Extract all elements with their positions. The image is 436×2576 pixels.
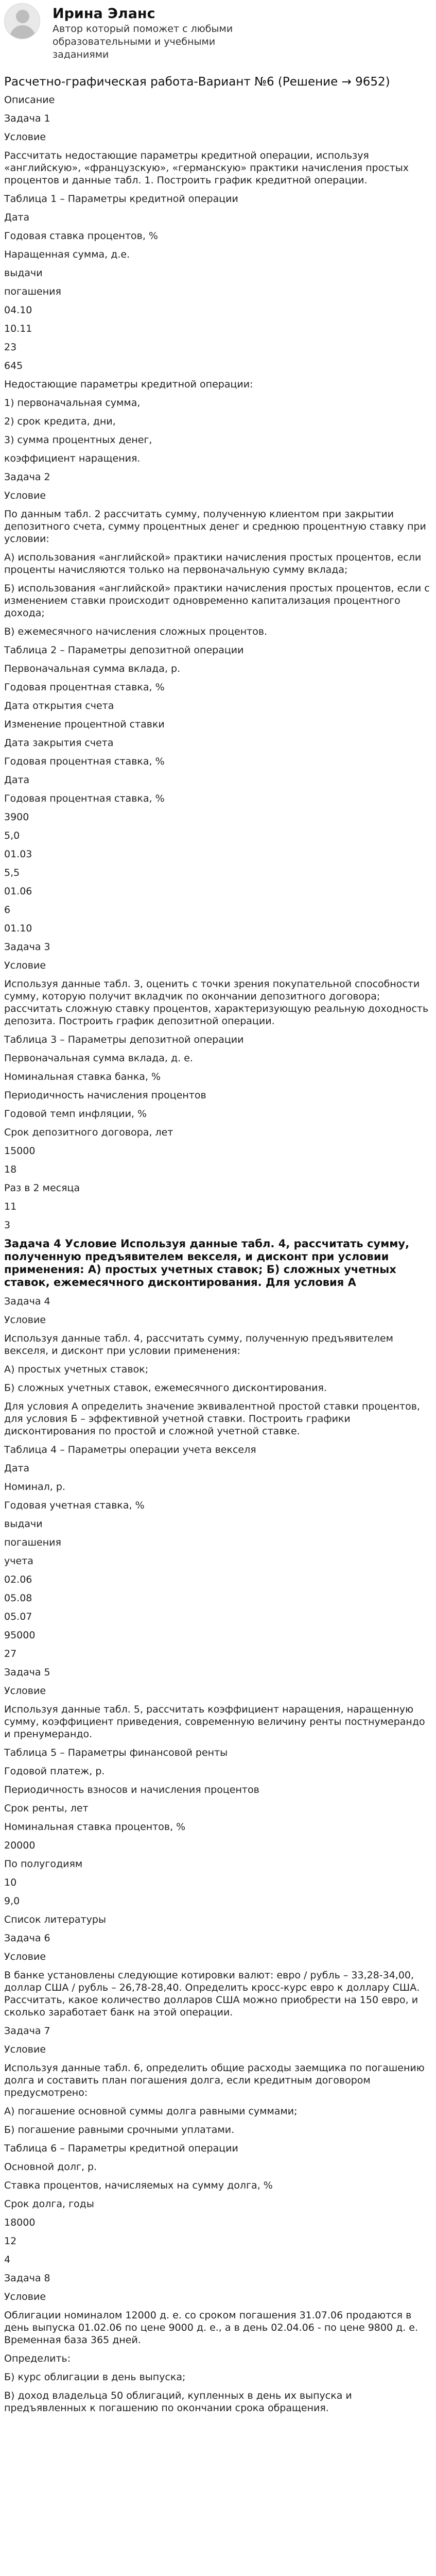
document-line: По данным табл. 2 рассчитать сумму, полученную клиентом при закрытии депозитного счета, сумму процентных денег и среднюю процентную ставку при условии: — [4, 509, 426, 545]
document-line: Таблица 5 – Параметры финансовой ренты — [4, 1747, 228, 1758]
document-line: 01.06 — [4, 886, 32, 897]
document-line: Раз в 2 месяца — [4, 1182, 80, 1194]
document-line: Задача 2 — [4, 471, 50, 483]
document-line: Условие — [4, 960, 46, 971]
document-line: 645 — [4, 360, 23, 371]
document-line: 02.06 — [4, 1574, 32, 1585]
document-line: Список литературы — [4, 1914, 106, 1925]
document-line: погашения — [4, 1537, 61, 1548]
document-line: Задача 1 — [4, 113, 50, 124]
document-body-part-2 — [4, 1295, 432, 2414]
document-line: выдачи — [4, 1518, 43, 1530]
document-line: Таблица 2 – Параметры депозитной операции — [4, 645, 244, 656]
document-line: Срок ренты, лет — [4, 1803, 89, 1814]
document-title: Расчетно-графическая работа-Вариант №6 (Решение → 9652) — [4, 75, 390, 89]
document-line: Годовой платеж, р. — [4, 1766, 105, 1777]
document-line: Годовая учетная ставка, % — [4, 1500, 145, 1511]
document-line: Ставка процентов, начисляемых на сумму долга, % — [4, 2180, 273, 2191]
document-line: Номинал, р. — [4, 1481, 65, 1493]
document-line: 6 — [4, 904, 11, 916]
document-line: Задача 8 — [4, 2273, 50, 2284]
author-info — [53, 3, 269, 61]
document-line: 11 — [4, 1201, 17, 1212]
document-line: Таблица 4 – Параметры операции учета векселя — [4, 1444, 256, 1455]
document-line: 05.08 — [4, 1592, 32, 1604]
document-line: 05.07 — [4, 1611, 32, 1622]
avatar-body-shape — [10, 25, 36, 39]
document-line: 15000 — [4, 1145, 36, 1157]
document-line: 10.11 — [4, 323, 32, 334]
document-line: Б) сложных учетных ставок, ежемесячного дисконтирования. — [4, 1382, 327, 1394]
document-line: Таблица 1 – Параметры кредитной операции — [4, 193, 238, 205]
document-line: А) использования «английской» практики начисления простых процентов, если проценты начисляются только на первоначальную сумму вклада; — [4, 552, 422, 575]
document-line: погашения — [4, 286, 61, 297]
document-line: В) ежемесячного начисления сложных процентов. — [4, 626, 268, 637]
document-line: 20000 — [4, 1840, 36, 1851]
document-line: Используя данные табл. 3, оценить с точки зрения покупательной способности сумму, которую получит вкладчик по окончании депозитного договора; рассчитать сложную ставку процентов, характеризующую реальную доходность депозита. Построить график депозитной операции. — [4, 978, 429, 1027]
document-line: Годовой темп инфляции, % — [4, 1108, 147, 1120]
document-line: Условие — [4, 2044, 46, 2055]
document-line: Условие — [4, 1685, 46, 1697]
document-line: Б) курс облигации в день выпуска; — [4, 2371, 186, 2383]
author-avatar[interactable] — [4, 3, 40, 39]
document-line: Используя данные табл. 5, рассчитать коэффициент наращения, наращенную сумму, коэффициент приведения, современную величину ренты постнумерандо и пренумерандо. — [4, 1704, 425, 1740]
document-line: Таблица 6 – Параметры кредитной операции — [4, 2143, 238, 2154]
document-line: Б) погашение равными срочными уплатами. — [4, 2124, 235, 2136]
document-line: Условие — [4, 2291, 46, 2302]
document-line: Дата закрытия счета — [4, 737, 114, 749]
document-line: Годовая ставка процентов, % — [4, 230, 158, 242]
document-line: Наращенная сумма, д.е. — [4, 249, 130, 260]
document-line: Основной долг, р. — [4, 2161, 97, 2173]
document-line: 04.10 — [4, 304, 32, 316]
document-line: Первоначальная сумма вклада, р. — [4, 663, 181, 674]
document-line: По полугодиям — [4, 1858, 83, 1870]
document-line: Задача 6 — [4, 1933, 50, 1944]
document-line: Условие — [4, 490, 46, 501]
document-line: 3 — [4, 1219, 11, 1231]
document-line: 18 — [4, 1164, 17, 1175]
document-line: Задача 7 — [4, 2025, 50, 2037]
document-line: Недостающие параметры кредитной операции: — [4, 379, 253, 390]
document-line: 9,0 — [4, 1895, 20, 1907]
document-line: Условие — [4, 1314, 46, 1326]
document-line: В) доход владельца 50 облигаций, купленных в день их выпуска и предъявленных к погашению по окончании срока обращения. — [4, 2390, 352, 2414]
document-line: 5,0 — [4, 830, 20, 841]
document-line: Условие — [4, 1951, 46, 1962]
document-line: Используя данные табл. 4, рассчитать сумму, полученную предъявителем векселя, и дисконт при условии применения: — [4, 1333, 394, 1357]
document-line: 1) первоначальная сумма, — [4, 397, 141, 409]
document-body-part-1 — [4, 94, 432, 1231]
document-line: 3) сумма процентных денег, — [4, 434, 152, 446]
document-line: 27 — [4, 1648, 17, 1659]
document-line: Б) использования «английской» практики начисления простых процентов, если с изменением ставки происходит одновременно капитализация процентного дохода; — [4, 583, 430, 619]
document-line: Дата — [4, 212, 30, 223]
document-line: Условие — [4, 131, 46, 143]
document-line: Срок депозитного договора, лет — [4, 1127, 173, 1138]
document-line: 4 — [4, 2254, 11, 2265]
document-line: 3900 — [4, 811, 29, 823]
document-line: А) погашение основной суммы долга равными суммами; — [4, 2106, 298, 2117]
document-line: В банке установлены следующие котировки валют: евро / рубль – 33,28-34,00, доллар США / рубль – 26,78-28,40. Определить кросс-курс евро к доллару США. Рассчитать, какое количество долларов США можно приобрести на 150 евро, и сколько заработает банк на этой операции. — [4, 1970, 420, 2018]
document-line: Задача 4 — [4, 1296, 50, 1307]
document-line: 23 — [4, 342, 17, 353]
document-line: выдачи — [4, 267, 43, 279]
author-name[interactable]: Ирина Эланс — [53, 6, 155, 22]
document-line: Изменение процентной ставки — [4, 719, 165, 730]
document-line: Годовая процентная ставка, % — [4, 682, 165, 693]
document-line: 18000 — [4, 2217, 36, 2228]
document-line: Задача 3 — [4, 941, 50, 953]
document-line: учета — [4, 1555, 33, 1567]
document-line: Годовая процентная ставка, % — [4, 793, 165, 804]
document-line: Для условия А определить значение эквивалентной простой ставки процентов, для условия Б – эффективной учетной ставки. Построить графики дисконтирования по простой и сложной учетной ставке. — [4, 1401, 420, 1437]
task-4-heading: Задача 4 Условие Используя данные табл. 4, рассчитать сумму, полученную предъявителем векселя, и дисконт при условии применения: А) простых учетных ставок; Б) сложных учетных ставок, ежемесячного дисконтирования. Для условия А — [4, 1238, 410, 1289]
document-line: Первоначальная сумма вклада, д. е. — [4, 1053, 193, 1064]
document-line: Годовая процентная ставка, % — [4, 756, 165, 767]
document-line: А) простых учетных ставок; — [4, 1364, 149, 1375]
document-line: 01.03 — [4, 849, 32, 860]
avatar-head-shape — [16, 10, 29, 23]
author-description: Автор который поможет с любыми образовательными и учебными заданиями — [53, 23, 233, 60]
document-line: Используя данные табл. 6, определить общие расходы заемщика по погашению долга и составить план погашения долга, если кредитным договором предусмотрено: — [4, 2062, 425, 2098]
document-line: Рассчитать недостающие параметры кредитной операции, используя «английскую», «французскую», «германскую» практики начисления простых процентов и данные табл. 1. Построить график кредитной операции. — [4, 150, 409, 186]
document-line: 01.10 — [4, 923, 32, 934]
document-line: 95000 — [4, 1630, 36, 1641]
document-line: Таблица 3 – Параметры депозитной операции — [4, 1034, 244, 1045]
document-line: Описание — [4, 94, 55, 106]
document-line: Определить: — [4, 2353, 71, 2364]
document-line: Задача 5 — [4, 1667, 50, 1678]
document-line: 10 — [4, 1877, 17, 1888]
author-card[interactable] — [4, 0, 432, 61]
document-line: Дата — [4, 1463, 30, 1474]
document-line: Дата — [4, 774, 30, 786]
document-line: 12 — [4, 2235, 17, 2247]
document-line: 5,5 — [4, 867, 20, 878]
document-line: Периодичность взносов и начисления процентов — [4, 1784, 259, 1795]
document-line: Дата открытия счета — [4, 700, 114, 711]
document-line: Облигации номиналом 12000 д. е. со сроком погашения 31.07.06 продаются в день выпуска 01.02.06 по цене 9000 д. е., а в день 02.04.06 - по цене 9800 д. е. Временная база 365 дней. — [4, 2310, 418, 2346]
document-line: Номинальная ставка банка, % — [4, 1071, 161, 1082]
document-line: Периодичность начисления процентов — [4, 1090, 206, 1101]
document-line: Срок долга, годы — [4, 2198, 94, 2210]
document-line: Номинальная ставка процентов, % — [4, 1821, 186, 1833]
document-line: коэффициент наращения. — [4, 453, 141, 464]
document-line: 2) срок кредита, дни, — [4, 416, 116, 427]
